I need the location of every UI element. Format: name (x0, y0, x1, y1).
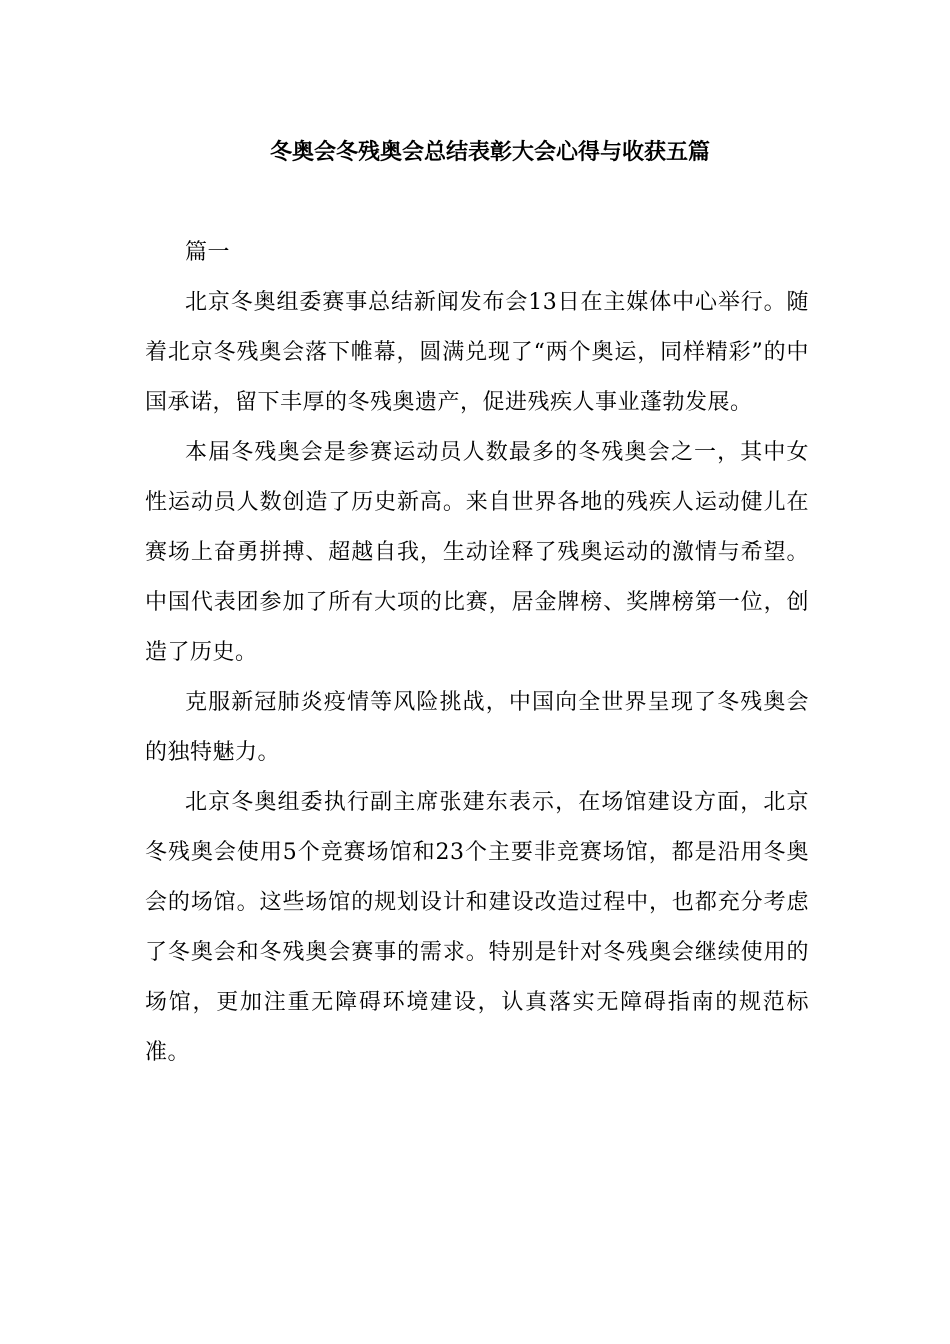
document-title: 冬奥会冬残奥会总结表彰大会心得与收获五篇 (269, 139, 710, 165)
paragraph-3: 克服新冠肺炎疫情等风险挑战，中国向全世界呈现了冬残奥会的独特魅力。 (145, 690, 809, 765)
document-body (145, 228, 809, 1078)
paragraph-1: 北京冬奥组委赛事总结新闻发布会13日在主媒体中心举行。随着北京冬残奥会落下帷幕，圆满兑现了“两个奥运，同样精彩”的中国承诺，留下丰厚的冬残奥遗产，促进残疾人事业蓬勃发展。 (145, 290, 809, 415)
section-label: 篇一 (185, 240, 231, 265)
paragraph-2: 本届冬残奥会是参赛运动员人数最多的冬残奥会之一，其中女性运动员人数创造了历史新高。来自世界各地的残疾人运动健儿在赛场上奋勇拼搏、超越自我，生动诠释了残奥运动的激情与希望。中国代表团参加了所有大项的比赛，居金牌榜、奖牌榜第一位，创造了历史。 (145, 440, 809, 665)
paragraph-4: 北京冬奥组委执行副主席张建东表示，在场馆建设方面，北京冬残奥会使用5个竞赛场馆和23个主要非竞赛场馆，都是沿用冬奥会的场馆。这些场馆的规划设计和建设改造过程中，也都充分考虑了冬奥会和冬残奥会赛事的需求。特别是针对冬残奥会继续使用的场馆，更加注重无障碍环境建设，认真落实无障碍指南的规范标准。 (145, 790, 809, 1065)
